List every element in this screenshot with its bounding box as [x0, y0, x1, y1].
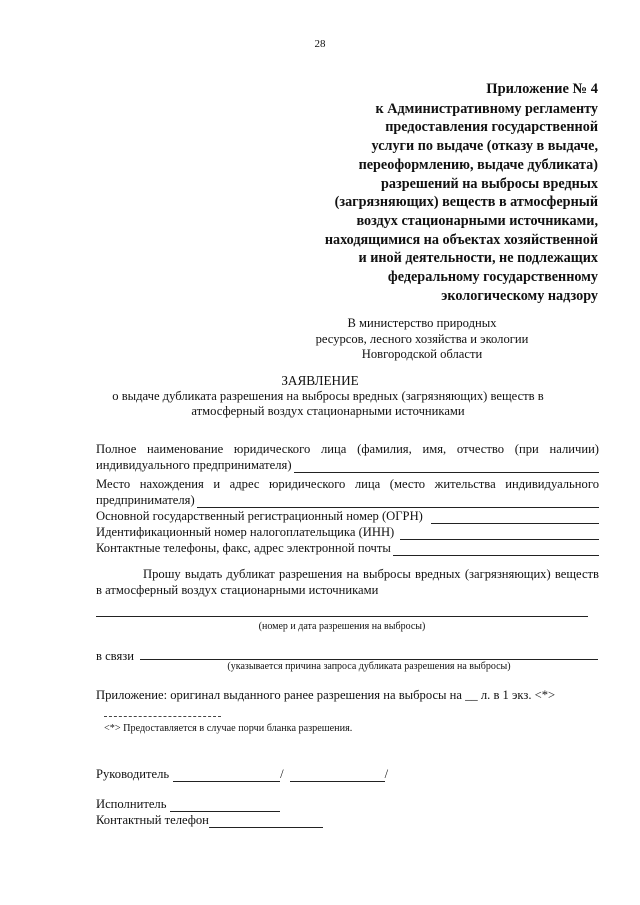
appendix-line: воздух стационарными источниками, — [356, 212, 598, 229]
permit-input-line[interactable] — [96, 616, 588, 617]
address-label-cont: предпринимателя) — [96, 493, 195, 507]
statement-subtitle-line: о выдаче дубликата разрешения на выбросы вредных (загрязняющих) веществ в — [112, 389, 544, 403]
appendix-header — [268, 80, 598, 305]
contacts-label: Контактные телефоны, факс, адрес электронной почты — [96, 541, 391, 555]
appendix-line: находящимися на объектах хозяйственной — [324, 231, 598, 248]
appendix-line: федеральному государственному — [387, 269, 598, 286]
statement-subtitle-line: атмосферный воздух стационарными источниками — [191, 404, 465, 418]
appendix-line: к Административному регламенту — [375, 100, 598, 117]
full-name-label: Полное наименование юридического лица (фамилия, имя, отчество (при наличии) — [96, 442, 599, 456]
full-name-label-cont: индивидуального предпринимателя) — [96, 458, 292, 472]
request-text: Прошу выдать дубликат разрешения на выбросы вредных (загрязняющих) веществ в атмосферный воздух стационарными источниками — [96, 567, 599, 597]
recipient-line: В министерство природных — [347, 316, 497, 330]
contacts-field — [96, 540, 599, 556]
reason-input-line[interactable] — [140, 659, 598, 660]
full-name-input-line[interactable] — [294, 459, 599, 473]
footnote-separator — [104, 716, 221, 717]
appendix-line: и иной деятельности, не подлежащих — [358, 250, 598, 267]
slash: / — [280, 767, 284, 781]
ogrn-input-line[interactable] — [431, 510, 599, 524]
slash: / — [384, 767, 389, 781]
recipient-line: ресурсов, лесного хозяйства и экологии — [315, 331, 529, 346]
executor-label: Исполнитель — [96, 797, 167, 811]
appendix-line: разрешений на выбросы вредных — [381, 175, 598, 192]
recipient-line: Новгородской области — [361, 347, 483, 361]
phone-input-line[interactable] — [209, 814, 323, 828]
phone-label: Контактный телефон — [96, 813, 209, 827]
appendix-line: экологическому надзору — [441, 287, 598, 304]
statement-subtitle — [108, 389, 548, 419]
head-signature-row — [96, 767, 388, 782]
permit-caption: (номер и дата разрешения на выбросы) — [258, 621, 426, 632]
address-field — [96, 476, 599, 508]
reason-label: в связи — [96, 649, 134, 663]
contacts-input-line[interactable] — [393, 542, 599, 556]
appendix-title: Приложение № 4 — [486, 81, 598, 97]
appendix-line: (загрязняющих) веществ в атмосферный — [334, 194, 598, 211]
address-label: Место нахождения и адрес юридического лица (место жительства индивидуального — [96, 477, 599, 491]
head-label: Руководитель — [96, 767, 170, 781]
full-name-field — [96, 441, 599, 473]
reason-caption: (указывается причина запроса дубликата разрешения на выбросы) — [227, 661, 511, 672]
inn-input-line[interactable] — [400, 526, 599, 540]
appendix-line: предоставления государственной — [385, 119, 598, 136]
footnote-text: <*> Предоставляется в случае порчи бланка разрешения. — [104, 723, 353, 734]
head-signature-line[interactable] — [173, 768, 280, 782]
attachment-text: Приложение: оригинал выданного ранее разрешения на выбросы на __ л. в 1 экз. <*> — [96, 688, 556, 702]
executor-input-line[interactable] — [170, 798, 280, 812]
ogrn-label: Основной государственный регистрационный номер (ОГРН) — [96, 509, 423, 523]
executor-row — [96, 797, 280, 812]
appendix-line: переоформлению, выдаче дубликата) — [358, 156, 598, 173]
appendix-line: услуги по выдаче (отказу в выдаче, — [371, 138, 598, 155]
inn-field — [96, 524, 599, 540]
ogrn-field — [96, 508, 599, 524]
phone-row — [96, 813, 323, 828]
statement-heading: ЗАЯВЛЕНИЕ — [281, 373, 359, 388]
recipient-block — [292, 316, 552, 363]
address-input-line[interactable] — [197, 494, 599, 508]
page-number: 28 — [314, 38, 326, 50]
inn-label: Идентификационный номер налогоплательщика (ИНН) — [96, 525, 395, 539]
head-name-line[interactable] — [290, 768, 385, 782]
